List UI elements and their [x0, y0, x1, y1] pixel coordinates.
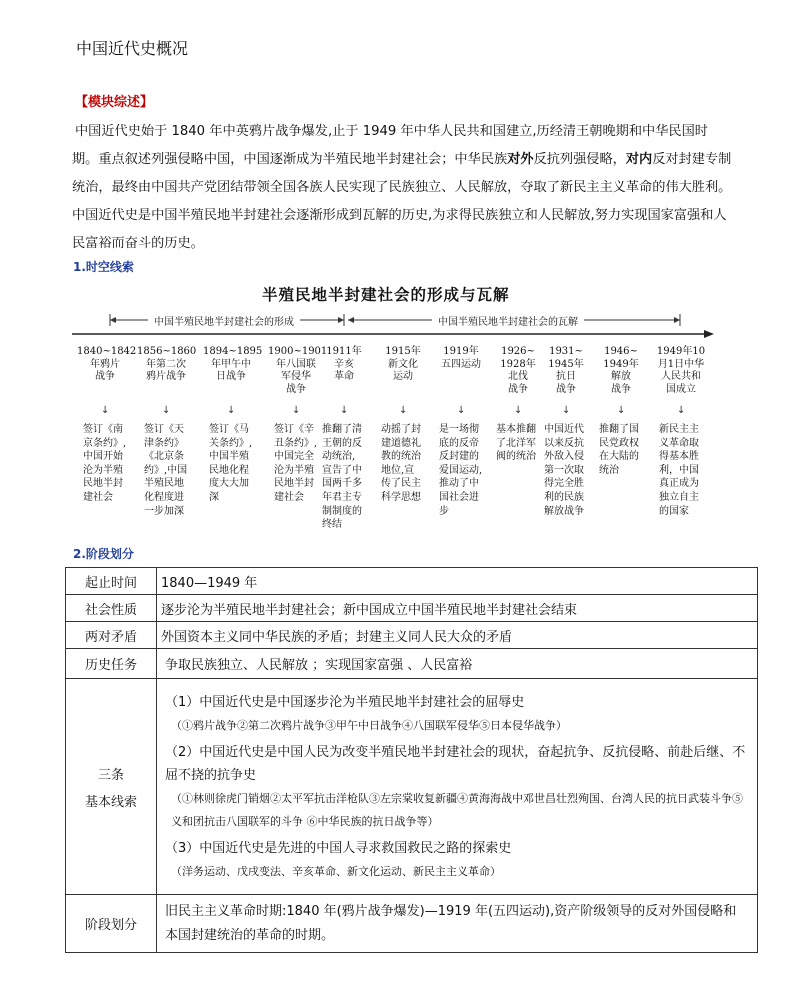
lines-cell	[157, 679, 758, 895]
timeline-event-title: 1919年 五四运动	[441, 346, 481, 370]
table-row	[66, 568, 758, 595]
row-value: 争取民族独立、人民解放 ；实现国家富强 、人民富裕	[157, 649, 758, 679]
down-arrow-icon: ↓	[562, 405, 571, 416]
down-arrow-icon: ↓	[162, 405, 171, 416]
row-value: 外国资本主义同中华民族的矛盾；封建主义同人民大众的矛盾	[157, 622, 758, 649]
table-row	[66, 595, 758, 622]
phase-label-collapse: 中国半殖民地半封建社会的瓦解	[432, 313, 584, 328]
timeline-event-outcome: 签订《马 关条约》, 中国半殖 民地化程 度大大加 深	[209, 424, 253, 503]
timeline-event-title: 1915年 新文化 运动	[385, 346, 421, 382]
timeline-event-outcome: 基本推翻 了北洋军 阀的统治	[496, 424, 536, 463]
row-label-lines	[66, 679, 157, 895]
timeline-event-outcome: 推翻了国 民党政权 在大陆的 统治	[599, 424, 639, 476]
timeline-event-outcome: 是一场彻 底的反帝 反封建的 爱国运动, 推动了中 国社会进 步	[439, 424, 483, 517]
timeline-event-outcome: 签订《辛 丑条约》, 中国完全 沦为半殖 民地半封 建社会	[274, 424, 318, 503]
down-arrow-icon: ↓	[340, 405, 349, 416]
row-value: 1840—1949 年	[157, 568, 758, 595]
row-label: 起止时间	[66, 568, 157, 595]
row-label: 历史任务	[66, 649, 157, 679]
down-arrow-icon: ↓	[227, 405, 236, 416]
line-2-note: （①林则徐虎门销烟②太平军抗击洋枪队③左宗棠收复新疆④黄海海战中邓世昌壮烈殉国、台湾人民的抗日武装斗争⑤义和团抗击八国联军的斗争 ⑥中华民族的抗日战争等）	[171, 791, 743, 828]
line-1-note: （①鸦片战争②第二次鸦片战争③甲午中日战争④八国联军侵华⑤日本侵华战争）	[171, 718, 567, 732]
down-arrow-icon: ↓	[101, 405, 110, 416]
timeline-event-outcome: 动摇了封 建道德礼 教的统治 地位,宣 传了民主 科学思想	[381, 424, 421, 503]
table-row	[66, 622, 758, 649]
row-value: 逐步沦为半殖民地半封建社会；新中国成立中国半殖民地半封建社会结束	[157, 595, 758, 622]
row-label: 两对矛盾	[66, 622, 157, 649]
row-label: 社会性质	[66, 595, 157, 622]
timeline-event-title: 1894~1895 年甲午中 日战争	[203, 346, 263, 382]
down-arrow-icon: ↓	[514, 405, 523, 416]
timeline-event-outcome: 新民主主 义革命取 得基本胜 利，中国 真正成为 独立自主 的国家	[659, 424, 699, 517]
timeline-event-title: 1926~ 1928年 北伐 战争	[500, 346, 536, 395]
timeline-event-outcome: 推翻了清 王朝的反 动统治, 宣告了中 国两千多 年君主专 制制度的 终结	[322, 424, 362, 531]
module-tag: 【模块综述】	[75, 95, 154, 110]
timeline-event-title: 1900~1901 年八国联 军侵华 战争	[268, 346, 328, 395]
timeline-event-outcome: 签订《天 津条约》 《北京条 约》,中国 半殖民地 化程度进 一步加深	[144, 424, 188, 517]
lines-label-2: 基本线索	[84, 794, 137, 810]
table-row	[66, 649, 758, 679]
table-row	[66, 895, 758, 953]
timeline-event-title: 1946~ 1949年 解放 战争	[603, 346, 639, 395]
page-title: 中国近代史概况	[76, 39, 189, 58]
timeline-event-title: 1931~ 1945年 抗日 战争	[548, 346, 584, 395]
stage-table	[65, 567, 758, 953]
timeline-event-title: 1949年10 月1日中华 人民共和 国成立	[656, 346, 706, 395]
down-arrow-icon: ↓	[399, 405, 408, 416]
timeline-event-outcome: 签订《南 京条约》, 中国开始 沦为半殖 民地半封 建社会	[83, 424, 127, 503]
overview-paragraph: 中国近代史始于 1840 年中英鸦片战争爆发,止于 1949 年中华人民共和国建立,历经清王朝晚期和中华民国时期。重点叙述列强侵略中国，中国逐渐成为半殖民地半封建社会；中华民族对外反抗列强侵略，对内反对封建专制统治，最终由中国共产党团结带领全国各族人民实现了民族独立、人民解放，夺取了新民主主义革命的伟大胜利。中国近代史是中国半殖民地半封建社会逐渐形成到瓦解的历史,为求得民族独立和人民解放,努力实现国家富强和人民富裕而奋斗的历史。	[72, 124, 732, 251]
timeline-event-title: 1911年 辛亥 革命	[326, 346, 362, 382]
timeline-title: 半殖民地半封建社会的形成与瓦解	[262, 286, 510, 304]
down-arrow-icon: ↓	[457, 405, 466, 416]
section-heading-timeline: 1.时空线索	[73, 260, 134, 274]
row-value: 旧民主主义革命时期:1840 年(鸦片战争爆发)—1919 年(五四运动),资产阶级领导的反对外国侵略和本国封建统治的革命的时期。	[157, 895, 758, 953]
lines-label-1: 三条	[97, 767, 124, 783]
table-row	[66, 679, 758, 895]
line-3: （3）中国近代史是先进的中国人寻求救国救民之路的探索史	[165, 840, 512, 856]
line-1: （1）中国近代史是中国逐步沦为半殖民地半封建社会的屈辱史	[165, 694, 525, 710]
row-label: 阶段划分	[66, 895, 157, 953]
phase-label-formation: 中国半殖民地半封建社会的形成	[148, 313, 300, 328]
timeline-event-outcome: 中国近代 以来反抗 外敌入侵 第一次取 得完全胜 利的民族 解放战争	[544, 424, 584, 517]
down-arrow-icon: ↓	[677, 405, 686, 416]
section-heading-stages: 2.阶段划分	[73, 547, 134, 561]
timeline-event-title: 1840~1842 年鸦片 战争	[77, 346, 137, 382]
down-arrow-icon: ↓	[617, 405, 626, 416]
timeline-event-title: 1856~1860 年第二次 鸦片战争	[137, 346, 197, 382]
down-arrow-icon: ↓	[292, 405, 301, 416]
line-3-note: （洋务运动、戊戌变法、辛亥革命、新文化运动、新民主主义革命）	[171, 864, 501, 878]
line-2: （2）中国近代史是中国人民为改变半殖民地半封建社会的现状，奋起抗争、反抗侵略、前赴后继、不屈不挠的抗争史	[165, 744, 746, 783]
